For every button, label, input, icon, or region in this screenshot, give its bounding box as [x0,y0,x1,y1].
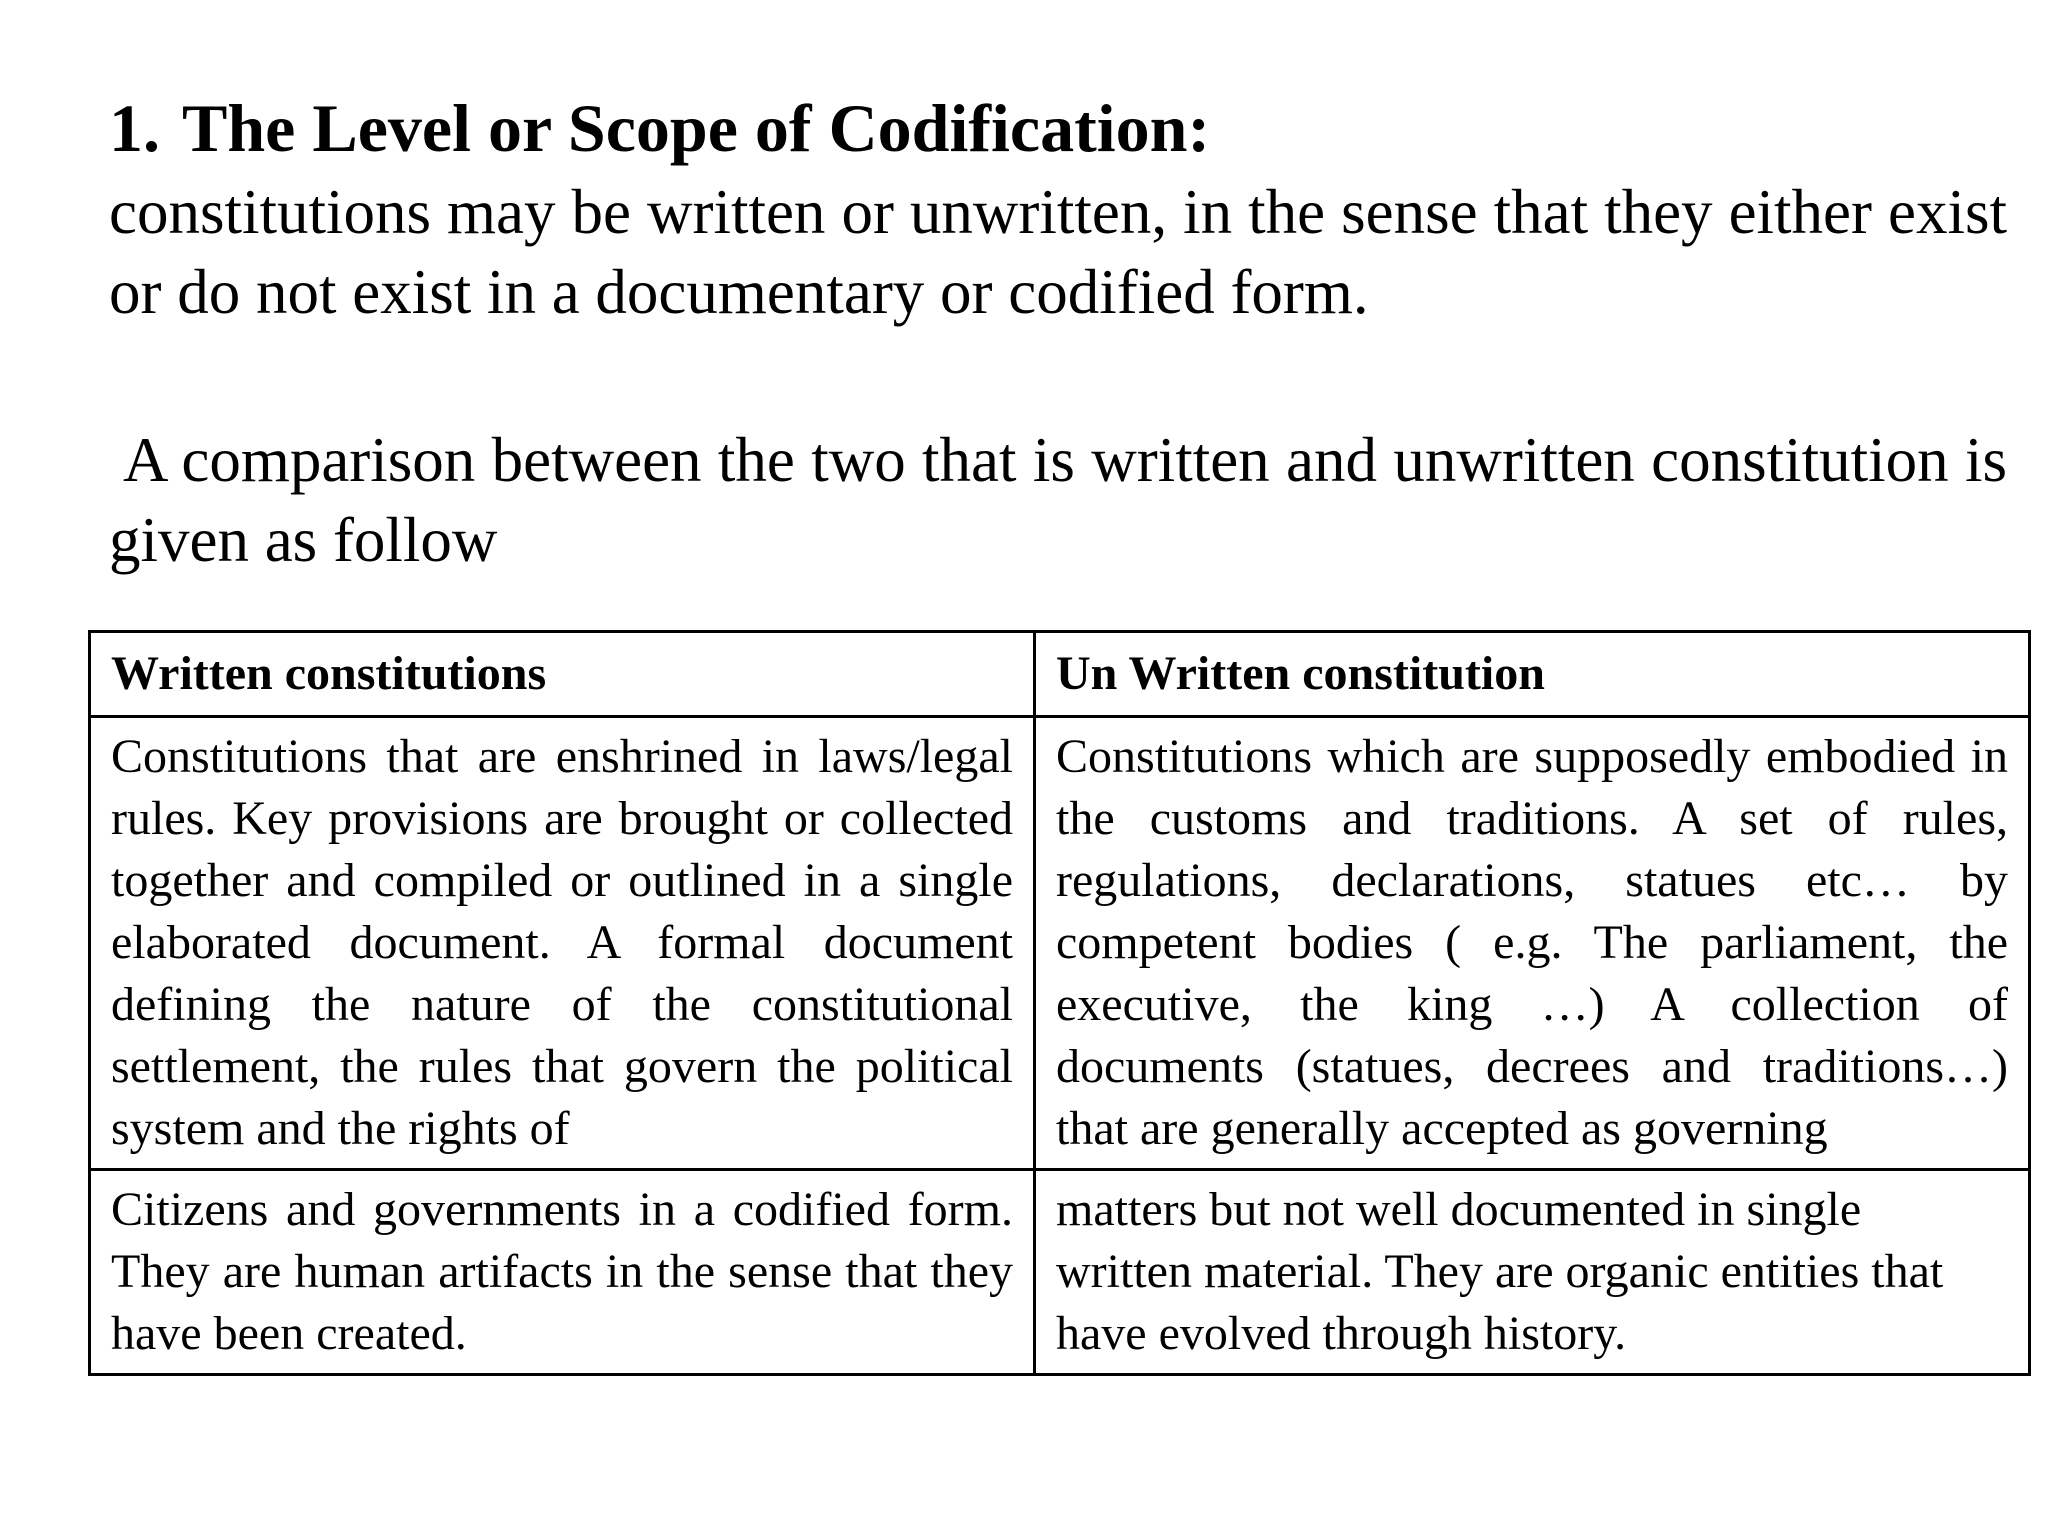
cell-written: Constitutions that are enshrined in laws/legal rules. Key provisions are brought or collected together and compiled or outlined in a single elaborated document. A formal document defining the nature of the constitutional settlement, the rules that govern the political system and the rights of [90,717,1035,1170]
intro-paragraph: constitutions may be written or unwritten, in the sense that they either exist or do not exist in a documentary or codified form. [109,177,2007,327]
comparison-intro-paragraph: A comparison between the two that is written and unwritten constitution is given as follow [109,425,2007,575]
table-row [90,717,2030,1170]
header-written: Written constitutions [90,632,1035,717]
cell-unwritten: Constitutions which are supposedly embodied in the customs and traditions. A set of rules, regulations, declarations, statues etc… by competent bodies ( e.g. The parliament, the executive, the king …) A collection of documents (statues, decrees and traditions…) that are generally accepted as governing [1035,717,2030,1170]
section-title: The Level or Scope of Codification: [182,90,1211,166]
table-row [90,1170,2030,1375]
cell-unwritten: matters but not well documented in single written material. They are organic entities that have evolved through history. [1035,1170,2030,1375]
comparison-table [88,630,2031,1376]
cell-written: Citizens and governments in a codified form. They are human artifacts in the sense that they have been created. [90,1170,1035,1375]
header-unwritten: Un Written constitution [1035,632,2030,717]
section-number: 1. [109,90,160,166]
table-header-row [90,632,2030,717]
section-heading [109,88,1210,168]
